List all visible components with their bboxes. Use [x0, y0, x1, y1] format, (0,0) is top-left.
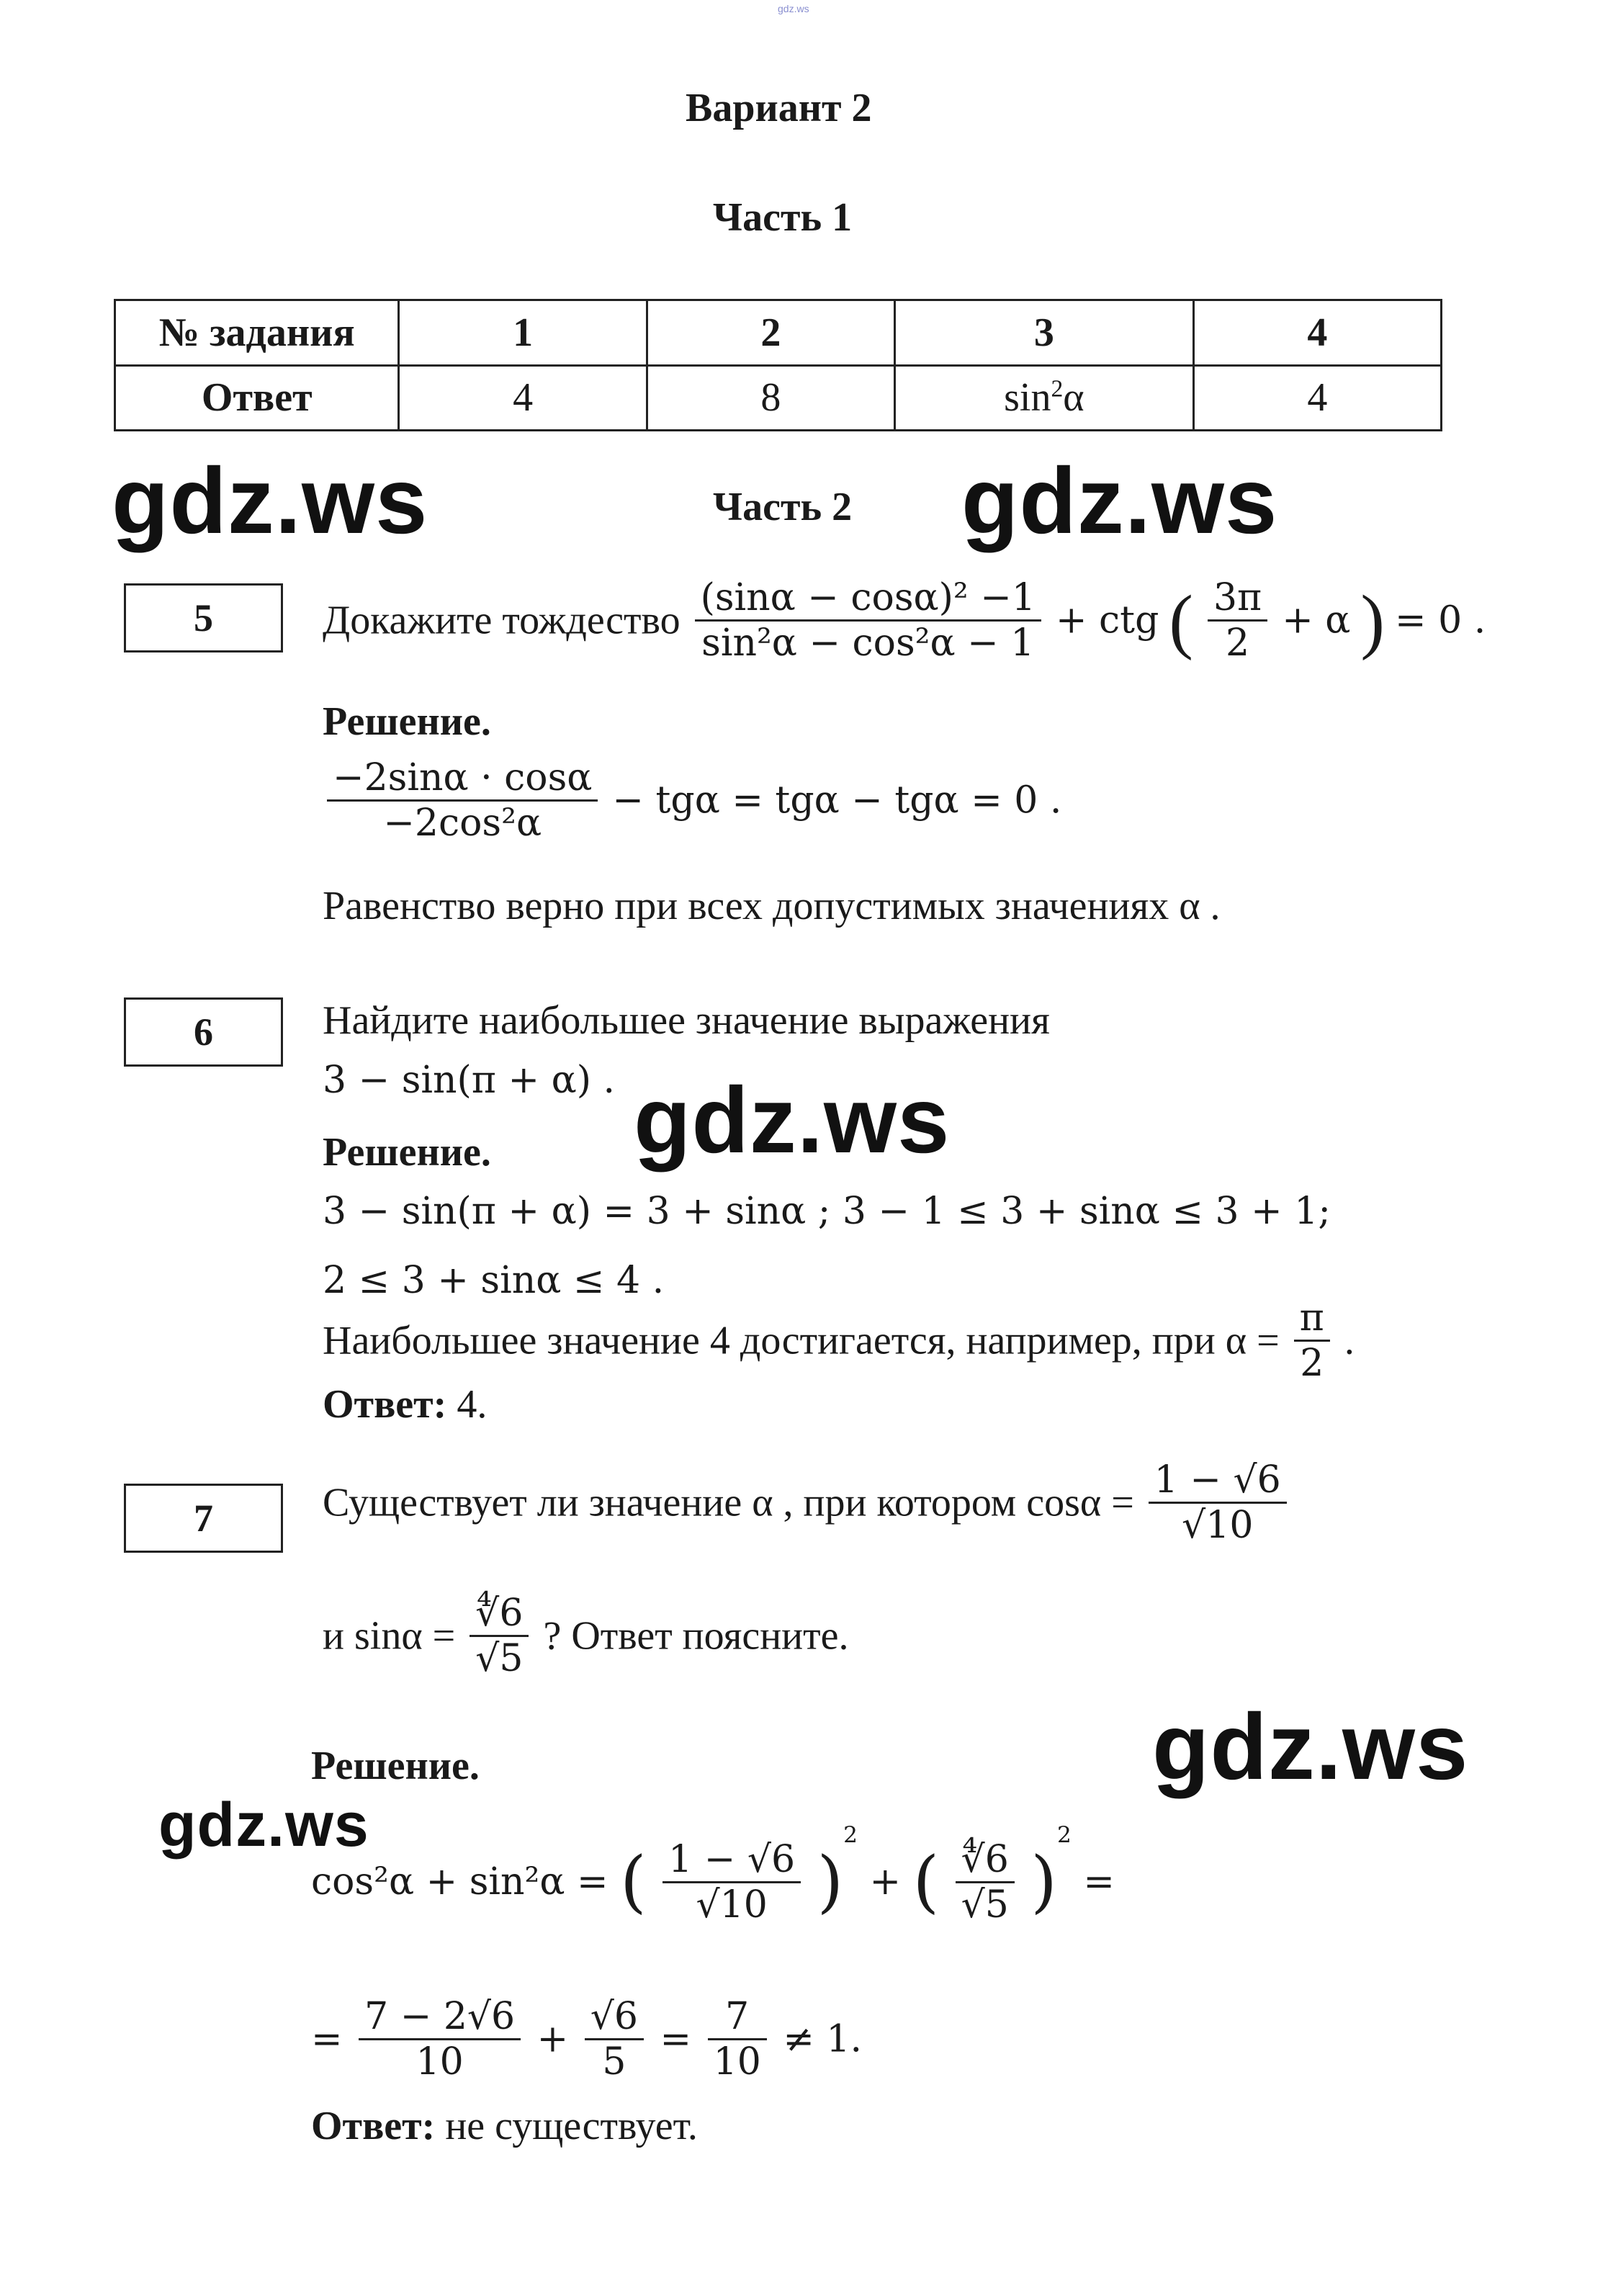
fraction-numerator: 1 − √6	[662, 1838, 801, 1883]
inner-fraction	[1208, 576, 1267, 665]
task7-prompt-line1	[323, 1458, 1291, 1547]
fraction-denominator: √10	[1182, 1504, 1254, 1547]
solution-label: Решение.	[323, 699, 491, 744]
ctg-term: + ctg	[1055, 598, 1159, 642]
not-equal-one: ≠ 1.	[783, 2017, 863, 2061]
fraction-numerator: √6	[585, 1995, 644, 2040]
fraction-numerator: 1 − √6	[1149, 1458, 1287, 1504]
task-number-box: 5	[124, 583, 283, 653]
table-cell: Ответ	[115, 365, 399, 431]
right-paren: )	[1360, 580, 1385, 661]
table-cell: 2	[647, 300, 894, 366]
task7-prompt-line2	[323, 1592, 848, 1680]
plus: +	[869, 1860, 902, 1904]
pi-half-fraction	[1294, 1296, 1330, 1385]
task7-prompt: Существует ли значение α , при котором cosα =	[323, 1480, 1134, 1525]
solution-tail: − tgα = tgα − tgα = 0 .	[612, 779, 1062, 822]
left-paren: (	[620, 1842, 647, 1921]
watermark: gdz.ws	[961, 448, 1278, 553]
square: 2	[1056, 1822, 1072, 1848]
solution-label: Решение.	[323, 1130, 491, 1175]
equals: =	[660, 2017, 692, 2061]
fraction-numerator: 7 − 2√6	[359, 1995, 521, 2040]
table-cell-sup: 2	[1051, 375, 1064, 403]
answer-label: Ответ:	[311, 2104, 436, 2148]
task5-fraction	[695, 576, 1041, 665]
task7-solution-line2	[311, 1995, 862, 2084]
fraction-denominator: sin²α − cos²α − 1	[701, 622, 1035, 665]
task5-conclusion: Равенство верно при всех допустимых значениях α .	[323, 884, 1221, 928]
part1-title: Часть 1	[713, 195, 853, 240]
task6-line3-text: Наибольшее значение 4 достигается, например, при α =	[323, 1318, 1280, 1363]
fraction-numerator: 7	[708, 1995, 767, 2040]
table-cell-sin: sin	[1004, 375, 1051, 421]
table-cell: 1	[399, 300, 647, 366]
task7-solution-line1	[311, 1822, 1115, 1927]
plus: +	[536, 2017, 569, 2061]
right-paren: )	[817, 1842, 844, 1921]
answer-value: не существует.	[435, 2104, 698, 2148]
eq-end: =	[1083, 1860, 1115, 1904]
fraction-denominator: 5	[602, 2040, 626, 2084]
table-cell: 3	[895, 300, 1194, 366]
line2-start: =	[311, 2017, 343, 2061]
fraction-numerator: 3π	[1208, 576, 1267, 622]
task-number-box: 6	[124, 997, 283, 1067]
task7-question: ? Ответ поясните.	[543, 1613, 849, 1659]
task7-and: и sinα =	[323, 1613, 456, 1659]
fraction-denominator: 2	[1300, 1342, 1324, 1385]
variant-title: Вариант 2	[686, 86, 872, 130]
right-paren: )	[1030, 1842, 1057, 1921]
left-paren: (	[1169, 580, 1193, 661]
task6-answer	[323, 1381, 487, 1427]
answer-label: Ответ:	[323, 1382, 447, 1427]
fraction-numerator: π	[1294, 1296, 1330, 1342]
task5-solution-line	[323, 756, 1061, 845]
square: 2	[843, 1822, 858, 1848]
cos-fraction	[1149, 1458, 1287, 1547]
table-cell: 4	[1193, 300, 1441, 366]
watermark: gdz.ws	[634, 1067, 951, 1172]
watermark: gdz.ws	[158, 1790, 369, 1860]
task-number-box: 7	[124, 1484, 283, 1553]
eq-start: cos²α + sin²α =	[311, 1860, 608, 1904]
fraction-denominator: 10	[416, 2040, 464, 2084]
solution-label: Решение.	[311, 1744, 480, 1788]
task6-line3	[323, 1296, 1355, 1385]
fraction-denominator: 10	[713, 2040, 761, 2084]
task6-line2: 2 ≤ 3 + sinα ≤ 4 .	[323, 1259, 665, 1302]
top-watermark: gdz.ws	[778, 3, 809, 14]
table-cell-alpha: α	[1063, 375, 1084, 421]
fraction-denominator: −2cos²α	[383, 802, 542, 845]
task6-prompt-line1: Найдите наибольшее значение выражения	[323, 998, 1050, 1043]
fraction-denominator: √5	[961, 1883, 1009, 1927]
answer-value: 4.	[446, 1382, 488, 1427]
fraction-numerator: ∜6	[470, 1592, 529, 1637]
fraction-numerator: −2sinα · cosα	[327, 756, 598, 802]
task6-prompt-line2: 3 − sin(π + α) .	[323, 1059, 616, 1102]
table-cell: № задания	[115, 300, 399, 366]
part2-title: Часть 2	[713, 485, 853, 529]
task6-line1: 3 − sin(π + α) = 3 + sinα ; 3 − 1 ≤ 3 + sinα ≤ 3 + 1;	[323, 1190, 1331, 1233]
fraction-c	[708, 1995, 767, 2084]
fraction-a	[359, 1995, 521, 2084]
table-cell: 4	[1193, 365, 1441, 431]
fraction-denominator: √5	[475, 1637, 524, 1680]
table-row	[115, 300, 1442, 366]
fraction-b	[585, 1995, 644, 2084]
fraction-denominator: √10	[696, 1883, 768, 1927]
table-cell	[895, 365, 1194, 431]
fraction-numerator: ∜6	[956, 1838, 1015, 1883]
table-cell: 4	[399, 365, 647, 431]
task5-statement	[323, 576, 1486, 665]
sin-fraction	[470, 1592, 529, 1680]
fraction-denominator: 2	[1226, 622, 1250, 665]
task7-answer	[311, 2103, 698, 2149]
task5-prompt: Докажите тождество	[323, 598, 681, 643]
watermark: gdz.ws	[1152, 1694, 1469, 1799]
second-fraction	[956, 1838, 1015, 1927]
fraction-numerator: (sinα − cosα)² −1	[695, 576, 1041, 622]
equals-zero: = 0 .	[1395, 598, 1486, 642]
answers-table	[114, 299, 1442, 431]
table-cell: 8	[647, 365, 894, 431]
watermark: gdz.ws	[112, 448, 428, 553]
first-fraction	[662, 1838, 801, 1927]
left-paren: (	[912, 1842, 940, 1921]
solution-fraction	[327, 756, 598, 845]
period: .	[1344, 1318, 1355, 1363]
table-row	[115, 365, 1442, 431]
alpha-term: + α	[1282, 598, 1351, 642]
